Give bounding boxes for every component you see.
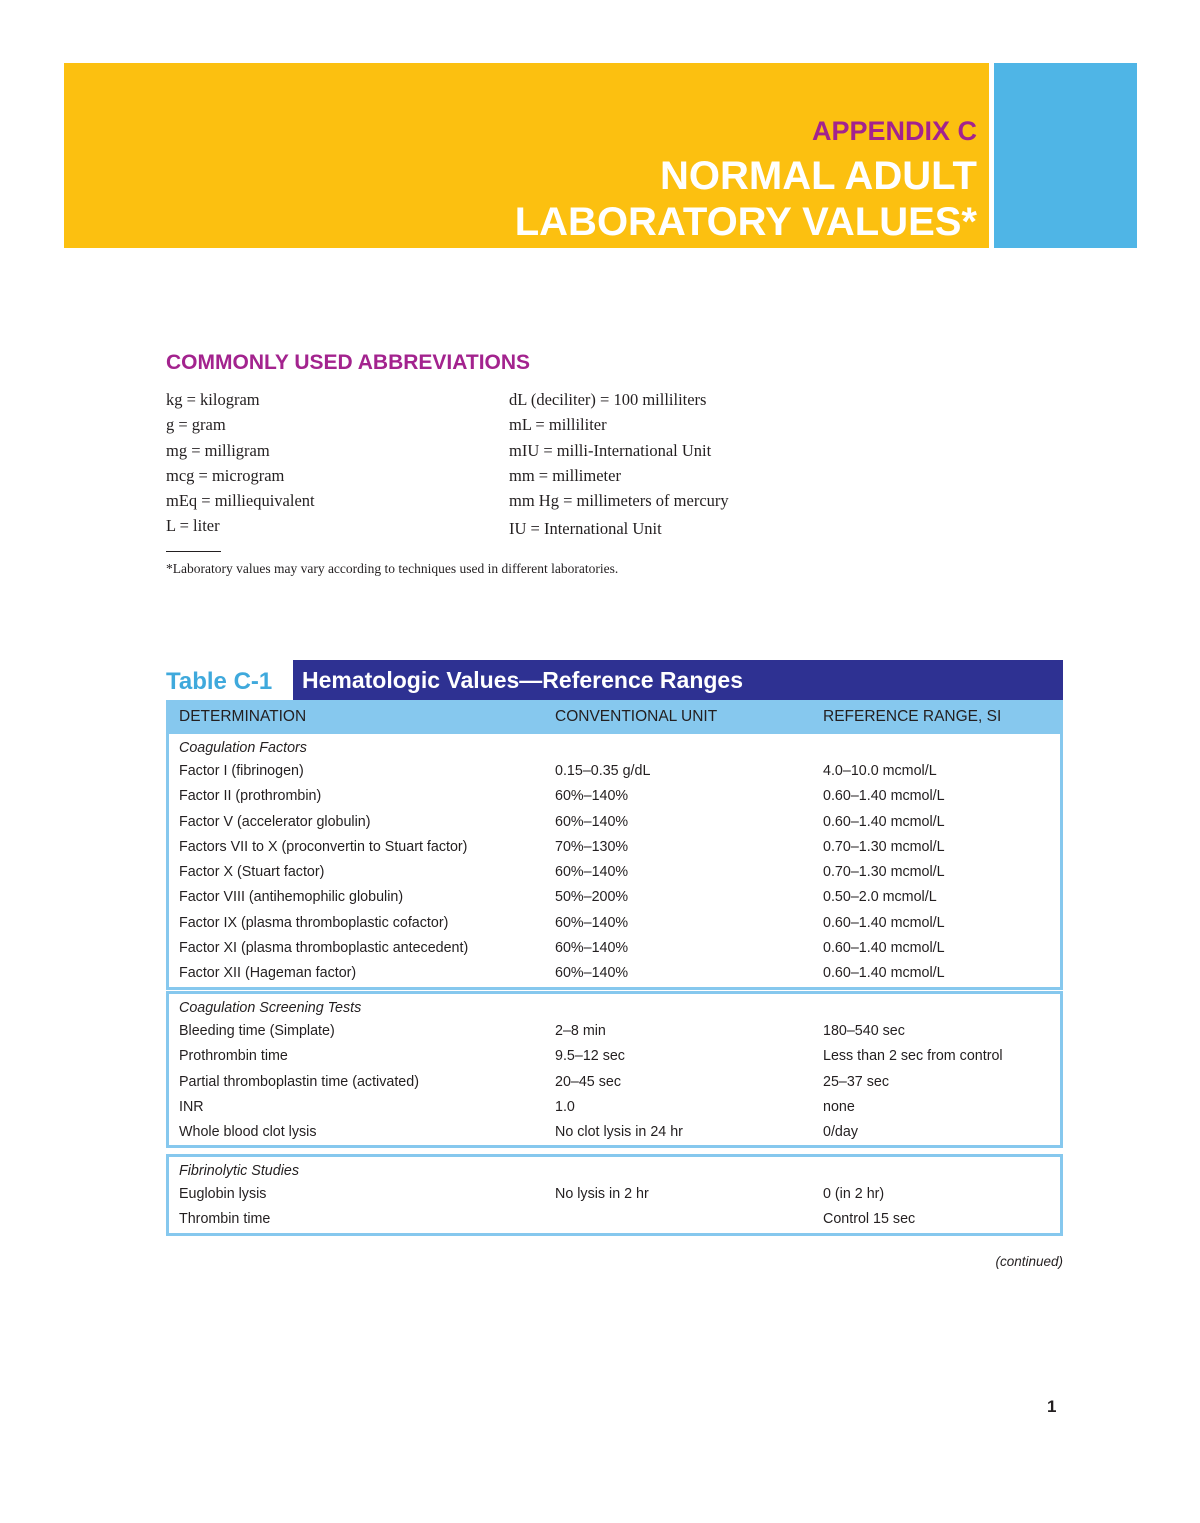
table-row: Factor V (accelerator globulin) 60%–140% 0.60–1.40 mcmol/L [179, 813, 945, 830]
abbreviations-left-column [166, 387, 315, 539]
table-section-coagulation-screening [166, 991, 1063, 1148]
continued-note: (continued) [995, 1254, 1063, 1269]
table-row: Factor XI (plasma thromboplastic antecedent) 60%–140% 0.60–1.40 mcmol/L [179, 940, 945, 957]
abbreviation-item: kg = kilogram [166, 390, 260, 409]
table-row: Factor I (fibrinogen) 0.15–0.35 g/dL 4.0–10.0 mcmol/L [179, 763, 937, 779]
footnote-divider [166, 551, 221, 552]
abbreviation-item: dL (deciliter) = 100 milliliters [509, 390, 707, 409]
table-title: Hematologic Values—Reference Ranges [302, 667, 743, 693]
table-section-fibrinolytic-studies [166, 1154, 1063, 1236]
section-title: Fibrinolytic Studies [179, 1163, 299, 1179]
column-header-si-range: REFERENCE RANGE, SI [823, 708, 1002, 725]
page-title-line-1: NORMAL ADULT [660, 154, 977, 198]
table-row: Euglobin lysis No lysis in 2 hr 0 (in 2 hr) [179, 1186, 885, 1202]
column-header-conventional-unit: CONVENTIONAL UNIT [555, 708, 718, 725]
table-row: Factor VIII (antihemophilic globulin) 50%–200% 0.50–2.0 mcmol/L [179, 889, 937, 906]
page-title-line-2: LABORATORY VALUES* [514, 200, 977, 244]
table-row: Whole blood clot lysis No clot lysis in 24 hr 0/day [179, 1124, 858, 1141]
abbreviation-item: mg = milligram [166, 440, 270, 460]
abbreviation-item: g = gram [166, 415, 226, 435]
table-row: Bleeding time (Simplate) 2–8 min 180–540 sec [179, 1023, 905, 1039]
abbreviation-item: IU = International Unit [509, 519, 662, 539]
table-row: Thrombin time Control 15 sec [179, 1211, 916, 1228]
abbreviation-item: mIU = milli-International Unit [509, 440, 712, 460]
table-section-coagulation-factors [166, 731, 1063, 990]
table-label: Table C-1 [166, 668, 273, 695]
table-row: INR 1.0 none [179, 1098, 855, 1115]
abbreviation-item: mL = milliliter [509, 415, 607, 435]
table-row: Factor II (prothrombin) 60%–140% 0.60–1.40 mcmol/L [179, 788, 945, 805]
table-header-row [166, 700, 1063, 734]
abbreviations-heading: COMMONLY USED ABBREVIATIONS [166, 351, 531, 374]
section-title: Coagulation Factors [179, 740, 307, 756]
abbreviation-item: mcg = microgram [166, 465, 285, 485]
table-title-bar [293, 660, 1063, 700]
abbreviation-item: L = liter [166, 516, 220, 536]
page-number: 1 [1047, 1397, 1057, 1416]
appendix-label: APPENDIX C [811, 116, 977, 146]
table-row: Factors VII to X (proconvertin to Stuart factor) 70%–130% 0.70–1.30 mcmol/L [179, 838, 945, 855]
column-header-determination: DETERMINATION [179, 708, 307, 725]
header-accent-block [994, 63, 1137, 248]
table-row: Partial thromboplastin time (activated) 20–45 sec 25–37 sec [179, 1073, 889, 1090]
table-row: Factor XII (Hageman factor) 60%–140% 0.60–1.40 mcmol/L [179, 965, 945, 982]
abbreviations-right-column [509, 387, 729, 542]
abbreviation-item: mm = millimeter [509, 465, 621, 485]
abbreviation-item: mEq = milliequivalent [166, 491, 315, 511]
table-row: Factor IX (plasma thromboplastic cofactor) 60%–140% 0.60–1.40 mcmol/L [179, 914, 945, 931]
table-row: Factor X (Stuart factor) 60%–140% 0.70–1.30 mcmol/L [179, 864, 945, 881]
footnote: *Laboratory values may vary according to techniques used in different laboratories. [166, 561, 619, 576]
abbreviation-item: mm Hg = millimeters of mercury [509, 491, 729, 511]
section-title: Coagulation Screening Tests [179, 1000, 362, 1016]
table-row: Prothrombin time 9.5–12 sec Less than 2 sec from control [179, 1048, 1003, 1065]
